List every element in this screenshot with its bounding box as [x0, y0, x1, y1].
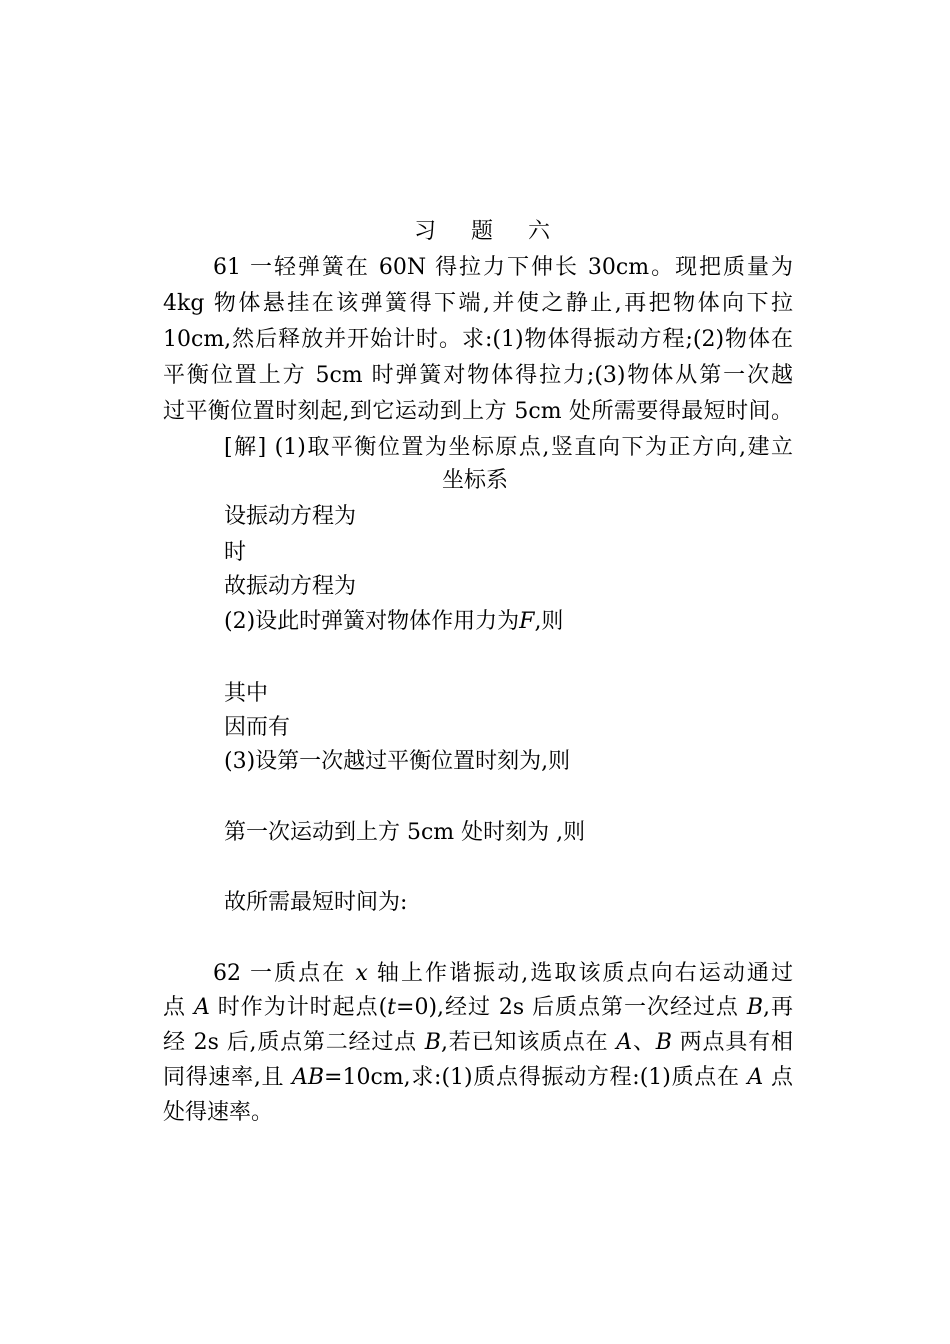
problem-61-line-2: 4kg 物体悬挂在该弹簧得下端,并使之静止,再把物体向下拉 [163, 291, 793, 316]
solution-line-1: [解] (1)取平衡位置为坐标原点,竖直向下为正方向,建立 [224, 435, 793, 460]
problem-62-line-1: 62 一质点在 x 轴上作谐振动,选取该质点向右运动通过 [213, 961, 793, 986]
solution-line-9: (3)设第一次越过平衡位置时刻为,则 [224, 749, 571, 774]
solution-line-11: 故所需最短时间为: [224, 890, 408, 915]
problem-61-line-1: 61 一轻弹簧在 60N 得拉力下伸长 30cm。现把质量为 [213, 255, 793, 280]
solution-line-7: 其中 [224, 681, 269, 706]
solution-line-3: 设振动方程为 [224, 504, 357, 529]
solution-line-10: 第一次运动到上方 5cm 处时刻为 ,则 [224, 820, 586, 845]
problem-61-line-4: 平衡位置上方 5cm 时弹簧对物体得拉力;(3)物体从第一次越 [163, 363, 793, 388]
solution-line-2: 坐标系 [441, 468, 508, 493]
solution-line-4: 时 [224, 540, 247, 565]
solution-line-8: 因而有 [224, 715, 291, 740]
solution-line-5: 故振动方程为 [224, 574, 357, 599]
exercise-title: 习 题 六 [414, 219, 564, 244]
problem-62-line-5: 处得速率。 [163, 1100, 274, 1125]
solution-line-6: (2)设此时弹簧对物体作用力为F,则 [224, 609, 564, 634]
problem-62-line-3: 经 2s 后,质点第二经过点 B,若已知该质点在 A、B 两点具有相 [163, 1030, 793, 1055]
problem-62-line-4: 同得速率,且 AB=10cm,求:(1)质点得振动方程:(1)质点在 A 点 [163, 1065, 793, 1090]
problem-61-line-3: 10cm,然后释放并开始计时。求:(1)物体得振动方程;(2)物体在 [163, 327, 793, 352]
problem-61-line-5: 过平衡位置时刻起,到它运动到上方 5cm 处所需要得最短时间。 [163, 399, 793, 424]
problem-62-line-2: 点 A 时作为计时起点(t=0),经过 2s 后质点第一次经过点 B,再 [163, 995, 793, 1020]
